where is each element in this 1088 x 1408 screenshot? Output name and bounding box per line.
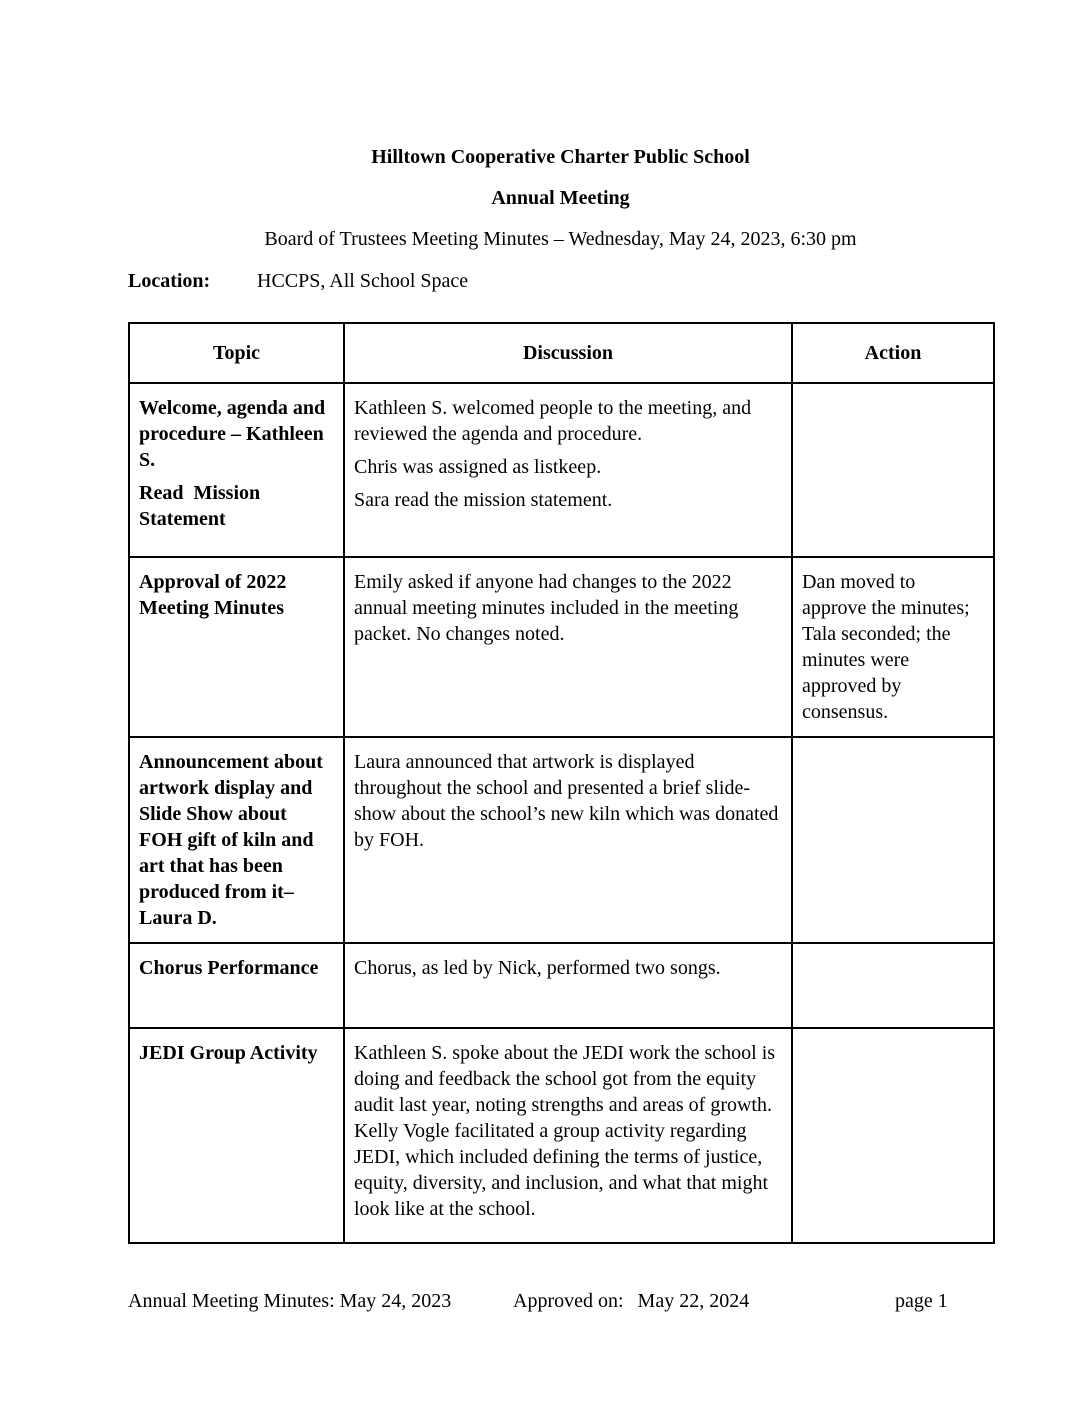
topic-cell	[129, 1028, 344, 1243]
discussion-paragraph: Laura announced that artwork is displayed throughout the school and presented a brief slide-show about the school’s new kiln which was donated by FOH.	[354, 751, 779, 851]
column-header-topic: Topic	[129, 323, 344, 383]
discussion-cell	[344, 1028, 792, 1243]
location-line	[128, 268, 993, 294]
meeting-title: Annual Meeting	[491, 187, 630, 209]
table-header-row	[129, 323, 994, 383]
topic-paragraph: JEDI Group Activity	[139, 1042, 318, 1064]
discussion-cell	[344, 383, 792, 557]
topic-paragraph: Announcement about artwork display and Slide Show about FOH gift of kiln and art that has been produced from it– Laura D.	[139, 751, 323, 929]
topic-cell	[129, 737, 344, 943]
footer-approved-label: Approved on:	[513, 1290, 624, 1312]
topic-cell	[129, 383, 344, 557]
footer-approved-date: May 22, 2024	[637, 1290, 750, 1312]
topic-paragraph: Chorus Performance	[139, 957, 319, 979]
footer-approved	[513, 1288, 749, 1314]
footer-page-number: page 1	[895, 1290, 948, 1312]
action-cell	[792, 1028, 994, 1243]
column-header-discussion: Discussion	[344, 323, 792, 383]
column-header-action: Action	[792, 323, 994, 383]
discussion-paragraph: Kathleen S. welcomed people to the meeting, and reviewed the agenda and procedure.	[354, 397, 752, 445]
school-title: Hilltown Cooperative Charter Public School	[371, 146, 750, 168]
action-cell	[792, 383, 994, 557]
table-row	[129, 383, 994, 557]
topic-paragraph: Welcome, agenda and procedure – Kathleen S.	[139, 397, 326, 471]
topic-paragraph: Read Mission Statement	[139, 482, 261, 530]
document-footer	[128, 1288, 993, 1314]
table-row	[129, 557, 994, 737]
topic-cell	[129, 943, 344, 1028]
action-cell	[792, 557, 994, 737]
discussion-paragraph: Chorus, as led by Nick, performed two songs.	[354, 957, 721, 979]
location-value: HCCPS, All School Space	[257, 270, 469, 292]
table-row	[129, 737, 994, 943]
action-paragraph: Dan moved to approve the minutes; Tala seconded; the minutes were approved by consensus.	[802, 571, 970, 723]
discussion-paragraph: Sara read the mission statement.	[354, 489, 613, 511]
discussion-paragraph: Kathleen S. spoke about the JEDI work the school is doing and feedback the school got from the equity audit last year, noting strengths and areas of growth. Kelly Vogle facilitated a group activity regarding JEDI, which included defining the terms of justice, equity, diversity, and inclusion, and what that might look like at the school.	[354, 1042, 776, 1220]
table-row	[129, 1028, 994, 1243]
topic-paragraph: Approval of 2022 Meeting Minutes	[139, 571, 287, 619]
discussion-paragraph: Emily asked if anyone had changes to the 2022 annual meeting minutes included in the meeting packet. No changes noted.	[354, 571, 739, 645]
location-label: Location:	[128, 270, 211, 292]
topic-cell	[129, 557, 344, 737]
document-header	[128, 144, 993, 294]
table-row	[129, 943, 994, 1028]
minutes-table	[128, 322, 995, 1244]
meeting-subtitle: Board of Trustees Meeting Minutes – Wednesday, May 24, 2023, 6:30 pm	[264, 228, 857, 250]
action-cell	[792, 943, 994, 1028]
discussion-cell	[344, 557, 792, 737]
discussion-cell	[344, 943, 792, 1028]
discussion-cell	[344, 737, 792, 943]
footer-minutes-date: Annual Meeting Minutes: May 24, 2023	[128, 1290, 452, 1312]
action-cell	[792, 737, 994, 943]
discussion-paragraph: Chris was assigned as listkeep.	[354, 456, 602, 478]
